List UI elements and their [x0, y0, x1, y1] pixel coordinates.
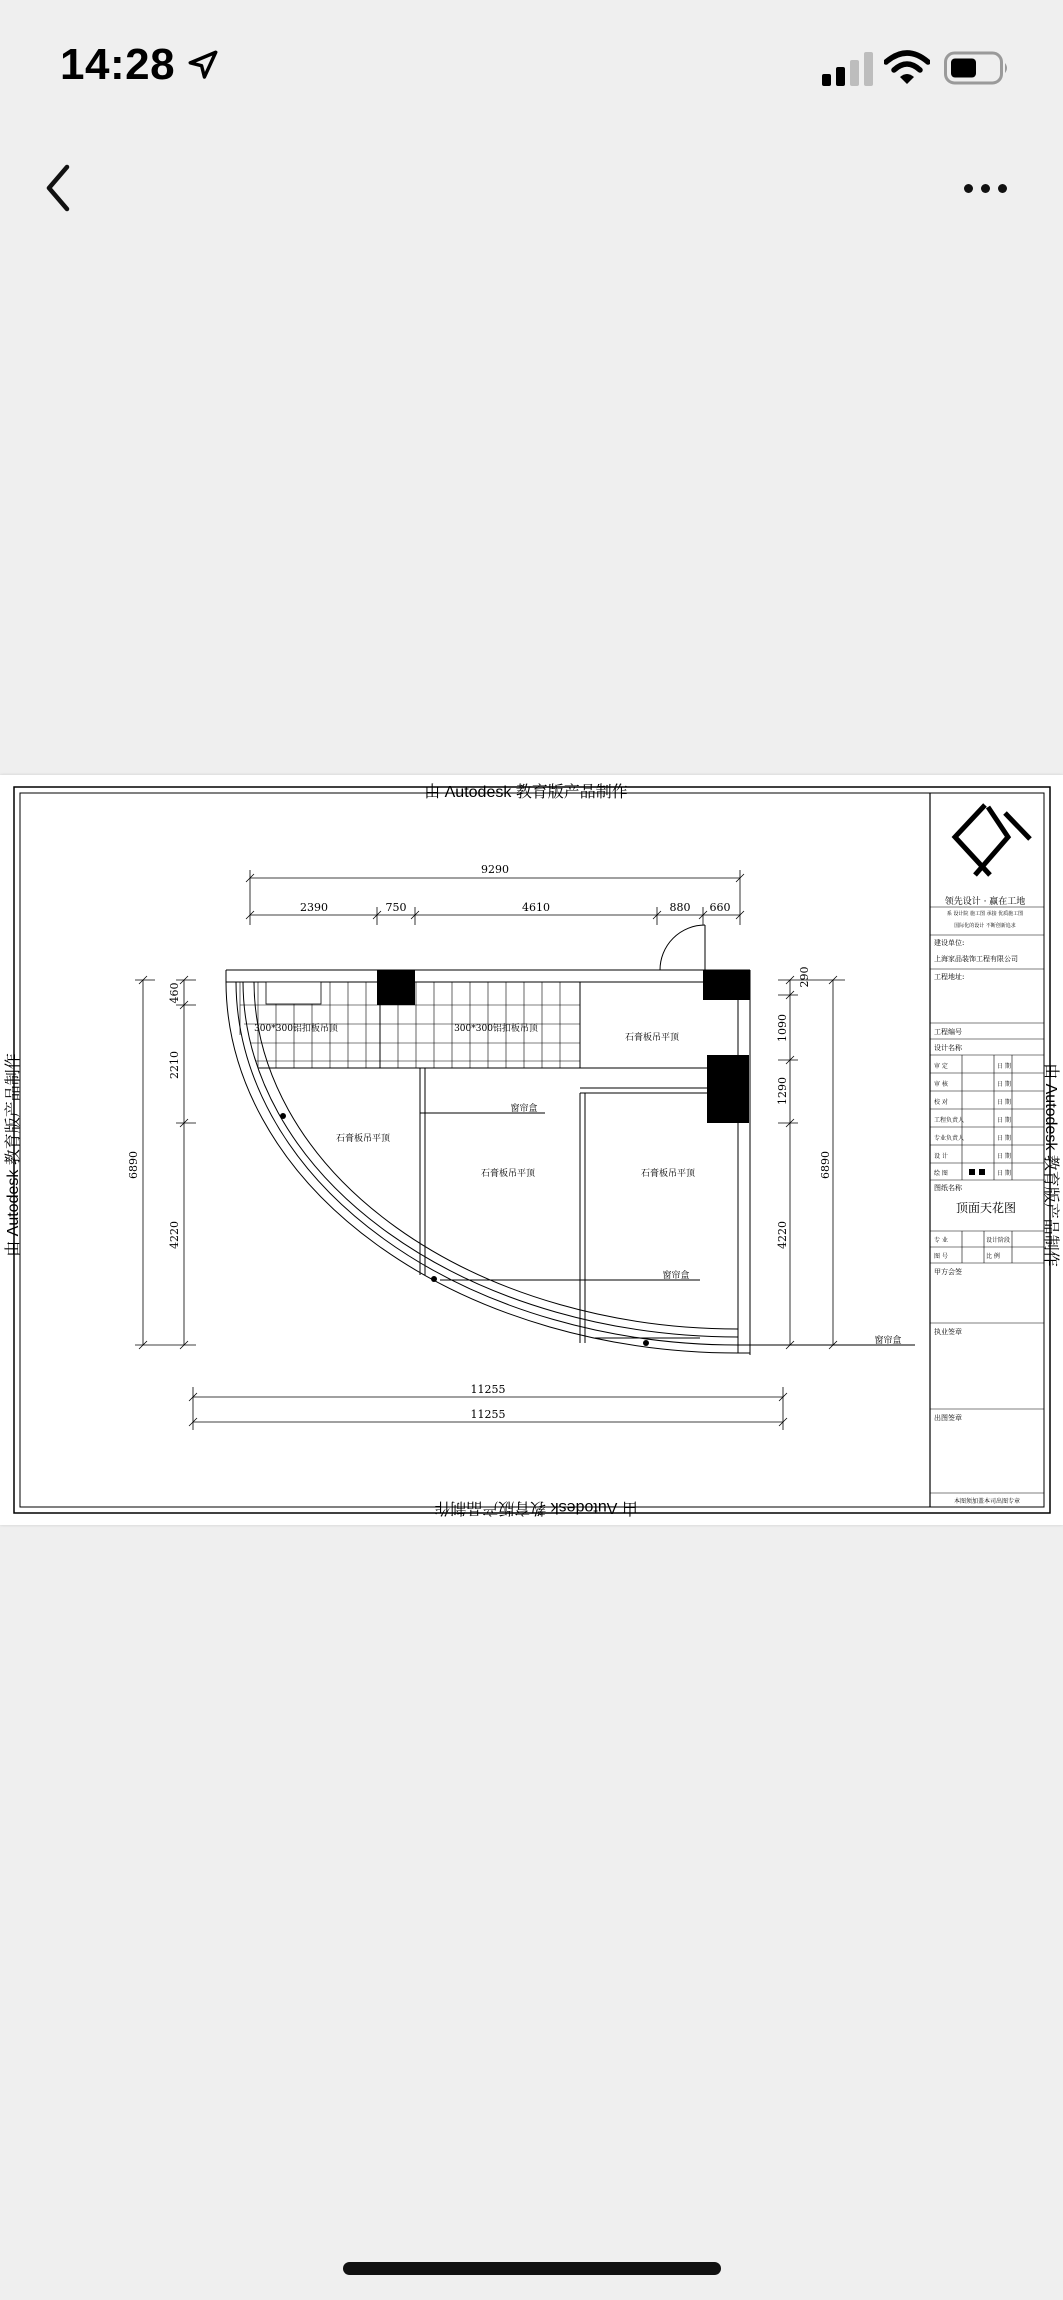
dim-top-seg-2: 750	[385, 901, 407, 914]
drawing-image[interactable]	[0, 775, 1063, 1525]
client-name: 上海家品装饰工程有限公司	[934, 955, 1018, 963]
home-indicator[interactable]	[343, 2262, 721, 2275]
more-dot	[981, 184, 990, 193]
drawing-no-label: 图 号	[934, 1253, 948, 1260]
watermark-top: 由 Autodesk 教育版产品制作	[424, 784, 628, 801]
row-label-4: 工程负责人	[934, 1117, 965, 1124]
dim-top-seg-1: 2390	[300, 901, 328, 914]
seal-label: 执业签章	[934, 1328, 962, 1336]
dim-top-seg-4: 880	[669, 901, 691, 914]
label-gypsum-middle: 石膏板吊平顶	[480, 1169, 536, 1179]
battery-icon	[944, 50, 1010, 86]
location-arrow-icon	[186, 48, 220, 82]
scale-label: 比 例	[986, 1253, 1000, 1260]
dim-right-outer: 6890	[819, 1151, 832, 1179]
watermark-bottom: 由 Autodesk 教育版产品制作	[434, 1499, 638, 1516]
stamp-label: 出图签章	[934, 1414, 962, 1422]
label-gypsum-right: 石膏板吊平顶	[640, 1169, 696, 1179]
company-sub: 系 设计院 施工图 承接 优质施工图	[946, 911, 1024, 917]
company-logo	[955, 805, 1030, 875]
row-date-7: 日 期	[997, 1170, 1011, 1177]
dim-right-seg-3: 1290	[776, 1077, 789, 1105]
dim-left-seg-1: 460	[168, 982, 181, 1004]
dim-right-seg-1: 290	[798, 966, 811, 988]
watermark-right: 由 Autodesk 教育版产品制作	[1042, 1063, 1059, 1267]
signature-marks	[969, 1169, 985, 1175]
row-label-7: 绘 图	[934, 1170, 948, 1177]
label-curtain-box-2: 窗帘盒	[662, 1271, 690, 1281]
dim-bottom-2: 11255	[470, 1408, 506, 1421]
row-date-1: 日 期	[997, 1063, 1011, 1070]
row-label-5: 专业负责人	[934, 1135, 965, 1142]
stage-label: 设计阶段	[986, 1237, 1011, 1244]
row-label-6: 设 计	[934, 1153, 948, 1160]
row-label-1: 审 定	[934, 1063, 948, 1070]
more-dot	[998, 184, 1007, 193]
project-no-label: 工程编号	[934, 1028, 962, 1036]
label-grid-ceiling-1: 300*300铝扣板吊顶	[254, 1024, 338, 1034]
row-label-2: 审 核	[934, 1081, 948, 1088]
dim-left-outer: 6890	[127, 1151, 140, 1179]
label-gypsum-left: 石膏板吊平顶	[335, 1134, 391, 1144]
wifi-icon	[884, 50, 930, 86]
specialty-label: 专 业	[934, 1237, 948, 1244]
dim-bottom-1: 11255	[470, 1383, 506, 1396]
company-tagline: 领先设计 · 赢在工地	[944, 897, 1026, 907]
row-date-3: 日 期	[997, 1099, 1011, 1106]
watermark-left: 由 Autodesk 教育版产品制作	[5, 1053, 22, 1257]
footer-note: 本图须加盖本司出图专章	[953, 1498, 1021, 1505]
more-horizontal-icon	[964, 184, 973, 193]
status-bar	[0, 0, 1063, 135]
ceiling-plan-drawing	[0, 775, 1063, 1525]
dim-left-seg-3: 4220	[168, 1221, 181, 1249]
client-label: 建设单位:	[934, 939, 965, 947]
chevron-left-icon	[43, 163, 73, 213]
sign-label: 甲方会签	[934, 1268, 962, 1276]
label-gypsum-top-right: 石膏板吊平顶	[624, 1033, 680, 1043]
row-date-5: 日 期	[997, 1135, 1011, 1142]
label-curtain-box-1: 窗帘盒	[510, 1104, 538, 1114]
dim-right-seg-2: 1090	[776, 1014, 789, 1042]
design-name-label: 设计名称	[934, 1044, 962, 1052]
row-date-2: 日 期	[997, 1081, 1011, 1088]
dim-top-seg-5: 660	[709, 901, 731, 914]
back-button[interactable]	[36, 150, 80, 226]
drawing-name: 顶面天花图	[956, 1201, 1017, 1215]
project-address-label: 工程地址:	[934, 973, 965, 981]
title-block	[930, 805, 1044, 1505]
dim-top-seg-3: 4610	[522, 901, 550, 914]
label-grid-ceiling-2: 300*300铝扣板吊顶	[454, 1024, 538, 1034]
dim-top-total: 9290	[481, 863, 509, 876]
row-date-6: 日 期	[997, 1153, 1011, 1160]
dim-right-seg-4: 4220	[776, 1221, 789, 1249]
company-sub-2: 国际化的设计 不断创新追求	[954, 923, 1016, 929]
status-time: 14:28	[60, 40, 176, 89]
drawing-name-label: 图纸名称	[934, 1184, 962, 1192]
more-options-button[interactable]	[950, 165, 1020, 211]
label-curtain-box-3: 窗帘盒	[874, 1336, 902, 1346]
cellular-signal-icon	[822, 52, 874, 86]
row-date-4: 日 期	[997, 1117, 1011, 1124]
dim-left-seg-2: 2210	[168, 1051, 181, 1079]
row-label-3: 校 对	[934, 1099, 948, 1106]
